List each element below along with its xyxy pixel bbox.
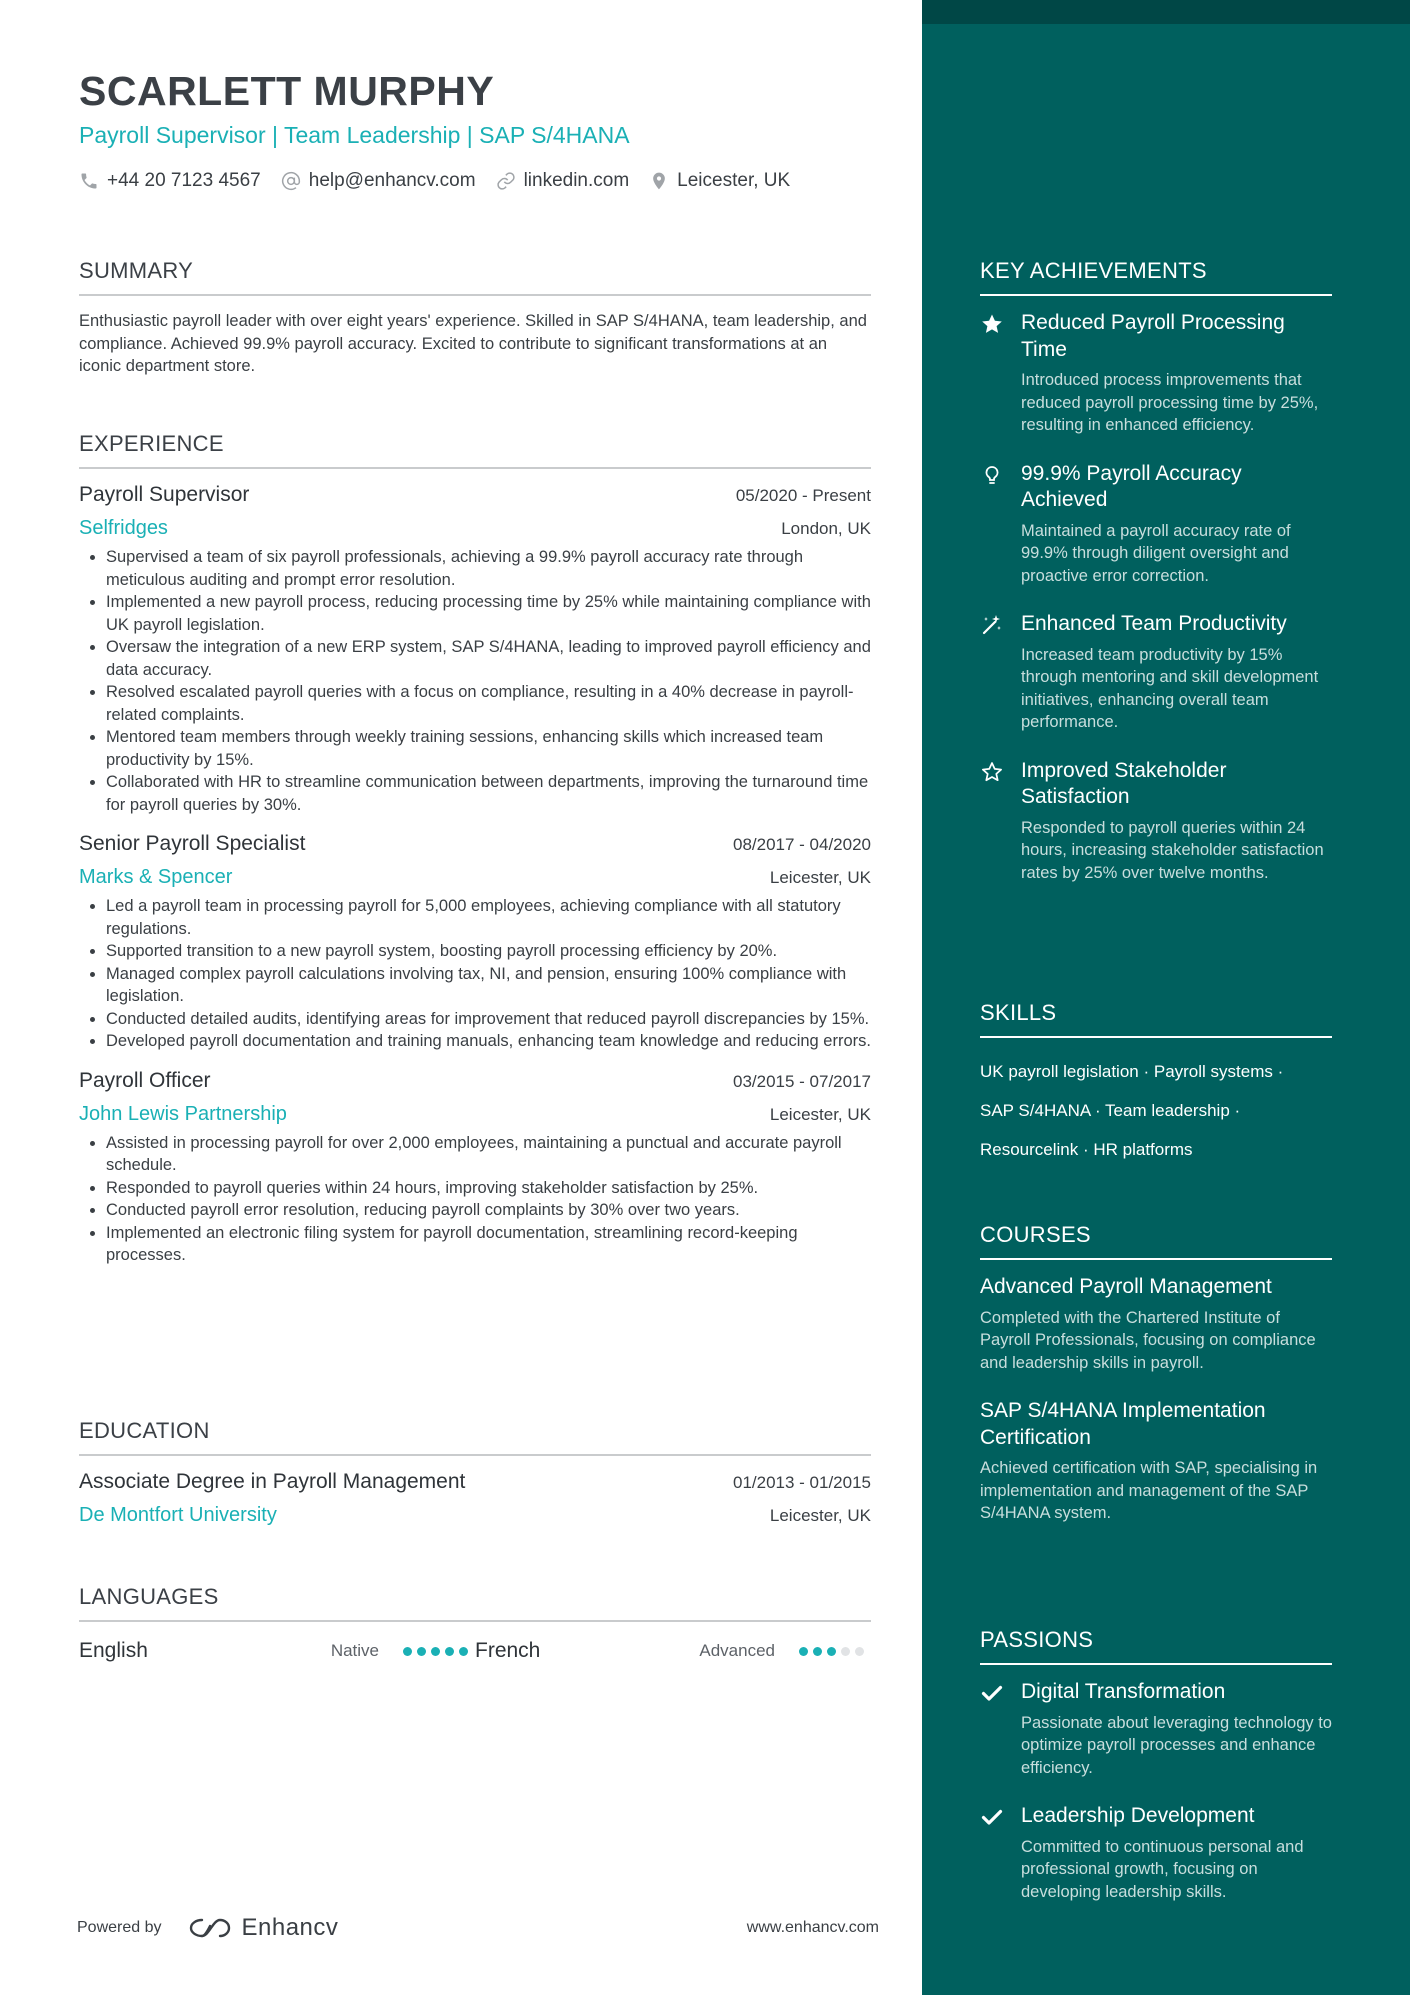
achievement-title: 99.9% Payroll Accuracy Achieved (1021, 461, 1242, 511)
language-level: Native (330, 1641, 379, 1660)
achievement-title: Enhanced Team Productivity (1021, 612, 1287, 635)
website-link[interactable]: www.enhancv.com (746, 1919, 879, 1936)
experience-section (79, 431, 871, 1267)
link-icon (496, 171, 516, 191)
rating-dot-empty (855, 1647, 864, 1656)
rating-dot-filled (431, 1647, 440, 1656)
courses-section (980, 1222, 1332, 1525)
skills-line: UK payroll legislation · Payroll systems · (980, 1062, 1284, 1081)
languages-section (79, 1584, 871, 1666)
summary-heading: SUMMARY (79, 258, 871, 296)
job-bullets (79, 895, 871, 1053)
powered-by-label: Powered by (77, 1919, 162, 1936)
skills-heading: SKILLS (980, 1000, 1332, 1038)
enhancv-logo-icon (188, 1916, 234, 1940)
checkmark-icon (980, 1681, 1004, 1705)
bullet-item: • Supervised a team of six payroll professionals, achieving a 99.9% payroll accuracy rate through meticulous auditing and prompt error resolution. (106, 546, 871, 591)
powered-by[interactable] (77, 1914, 338, 1942)
phone-icon (79, 171, 99, 191)
course-title: SAP S/4HANA Implementation Certification (980, 1399, 1266, 1449)
passions-heading: PASSIONS (980, 1627, 1332, 1665)
checkmark-icon (980, 1805, 1004, 1829)
summary-section (79, 258, 871, 378)
bullet-item: • Led a payroll team in processing payroll for 5,000 employees, achieving compliance with all statutory regulations. (106, 895, 871, 940)
skills-line: Resourcelink · HR platforms (980, 1140, 1193, 1159)
rating-dot-filled (417, 1647, 426, 1656)
education-section (79, 1418, 871, 1527)
achievement-item (980, 758, 1332, 885)
passion-title: Digital Transformation (1021, 1680, 1226, 1703)
job-bullets (79, 1132, 871, 1267)
headline: Payroll Supervisor | Team Leadership | SAP S/4HANA (79, 122, 630, 148)
bullet-item: • Implemented an electronic filing system for payroll documentation, streamlining record-keeping processes. (106, 1222, 871, 1267)
language-name: French (475, 1639, 541, 1662)
passion-item (980, 1803, 1332, 1903)
location-pin-icon (649, 171, 669, 191)
languages-heading: LANGUAGES (79, 1584, 871, 1622)
job-entry (79, 483, 871, 816)
skills-line: SAP S/4HANA · Team leadership · (980, 1101, 1241, 1120)
star-outline-icon (980, 760, 1004, 784)
job-location: Leicester, UK (769, 1104, 871, 1124)
education-heading: EDUCATION (79, 1418, 871, 1456)
bullet-item: • Mentored team members through weekly training sessions, enhancing skills which increased team productivity by 15%. (106, 726, 871, 771)
footer (77, 1914, 879, 1942)
contact-location (649, 170, 790, 192)
school-name: De Montfort University (79, 1504, 277, 1526)
sidebar-top-band (922, 0, 1410, 24)
bullet-item: • Conducted payroll error resolution, reducing payroll complaints by 30% over two years. (106, 1199, 871, 1222)
bullet-item: • Assisted in processing payroll for over 2,000 employees, maintaining a punctual and accurate payroll schedule. (106, 1132, 871, 1177)
job-bullets (79, 546, 871, 816)
languages-row (79, 1636, 871, 1666)
bullet-item: • Resolved escalated payroll queries with a focus on compliance, resulting in a 40% decrease in payroll-related complaints. (106, 681, 871, 726)
language-rating (799, 1647, 869, 1656)
course-desc: Achieved certification with SAP, specialising in implementation and management of the SAP S/4HANA system. (980, 1459, 1318, 1522)
job-title: Payroll Supervisor (79, 483, 250, 506)
rating-dot-filled (403, 1647, 412, 1656)
achievement-item (980, 461, 1332, 588)
bullet-item: • Developed payroll documentation and training manuals, enhancing team knowledge and reducing errors. (106, 1030, 871, 1053)
job-company: John Lewis Partnership (79, 1102, 287, 1125)
rating-dot-filled (799, 1647, 808, 1656)
brand-name: Enhancv (241, 1914, 339, 1941)
achievement-desc: Increased team productivity by 15% through mentoring and skill development initiatives, enhancing overall team performance. (1021, 645, 1319, 731)
achievement-desc: Introduced process improvements that reduced payroll processing time by 25%, resulting in enhanced efficiency. (1021, 371, 1319, 434)
job-entry (79, 832, 871, 1053)
achievements-section (980, 258, 1332, 884)
passion-desc: Committed to continuous personal and professional growth, focusing on developing leadership skills. (1021, 1837, 1304, 1901)
achievement-desc: Maintained a payroll accuracy rate of 99.9% through diligent oversight and proactive error correction. (1021, 521, 1291, 585)
bullet-item: • Conducted detailed audits, identifying areas for improvement that reduced payroll discrepancies by 15%. (106, 1008, 871, 1031)
job-company: Marks & Spencer (79, 866, 233, 888)
education-dates: 01/2013 - 01/2015 (732, 1473, 871, 1492)
contact-email-text: help@enhancv.com (308, 170, 476, 191)
contact-location-text: Leicester, UK (677, 170, 791, 191)
job-dates: 03/2015 - 07/2017 (732, 1071, 871, 1091)
achievement-item (980, 611, 1332, 734)
contact-email[interactable] (281, 170, 476, 192)
language-item (79, 1639, 475, 1663)
at-icon (281, 171, 301, 191)
course-item (980, 1398, 1332, 1525)
job-company: Selfridges (79, 517, 168, 539)
education-entry (79, 1470, 871, 1527)
passion-item (980, 1679, 1332, 1779)
rating-dot-filled (445, 1647, 454, 1656)
achievement-title: Improved Stakeholder Satisfaction (1021, 758, 1227, 808)
language-item (475, 1639, 871, 1663)
degree-title: Associate Degree in Payroll Management (79, 1470, 466, 1493)
courses-heading: COURSES (980, 1222, 1332, 1260)
course-desc: Completed with the Chartered Institute of Payroll Professionals, focusing on compliance and leadership skills in payroll. (980, 1308, 1316, 1372)
language-name: English (79, 1639, 148, 1662)
job-dates: 08/2017 - 04/2020 (732, 835, 871, 854)
magic-wand-icon (980, 613, 1004, 637)
summary-text: Enthusiastic payroll leader with over eight years' experience. Skilled in SAP S/4HANA, team leadership, and compliance. Achieved 99.9% payroll accuracy. Excited to contribute to significant transformations at an iconic department store. (79, 312, 867, 375)
course-title: Advanced Payroll Management (980, 1275, 1272, 1298)
experience-heading: EXPERIENCE (79, 431, 871, 469)
bullet-item: • Oversaw the integration of a new ERP system, SAP S/4HANA, leading to improved payroll efficiency and data accuracy. (106, 636, 871, 681)
job-entry (79, 1069, 871, 1267)
achievements-heading: KEY ACHIEVEMENTS (980, 258, 1332, 296)
achievement-desc: Responded to payroll queries within 24 hours, increasing stakeholder satisfaction rates by 25% over twelve months. (1021, 818, 1324, 882)
achievement-item (980, 310, 1332, 437)
candidate-name: SCARLETT MURPHY (79, 68, 495, 114)
rating-dot-empty (841, 1647, 850, 1656)
bullet-item: • Supported transition to a new payroll system, boosting payroll processing efficiency by 20%. (106, 940, 871, 963)
contact-phone[interactable] (79, 170, 261, 192)
passions-section (980, 1627, 1332, 1903)
language-rating (403, 1647, 473, 1656)
bullet-item: • Managed complex payroll calculations involving tax, NI, and pension, ensuring 100% compliance with legislation. (106, 963, 871, 1008)
job-title: Senior Payroll Specialist (79, 832, 306, 855)
job-location: Leicester, UK (769, 868, 871, 887)
achievement-title: Reduced Payroll Processing Time (1021, 311, 1285, 361)
education-location: Leicester, UK (769, 1506, 871, 1525)
job-dates: 05/2020 - Present (735, 486, 871, 505)
sidebar (922, 0, 1410, 1995)
bullet-item: • Responded to payroll queries within 24 hours, improving stakeholder satisfaction by 25%. (106, 1177, 871, 1200)
rating-dot-filled (459, 1647, 468, 1656)
contact-bar (79, 170, 810, 192)
contact-linkedin-text: linkedin.com (523, 170, 630, 191)
bullet-item: • Collaborated with HR to streamline communication between departments, improving the turnaround time for payroll queries by 30%. (106, 771, 871, 816)
contact-phone-text: +44 20 7123 4567 (107, 170, 261, 191)
passion-title: Leadership Development (1021, 1804, 1255, 1827)
job-title: Payroll Officer (79, 1068, 211, 1092)
lightbulb-icon (980, 463, 1004, 487)
bullet-item: • Implemented a new payroll process, reducing processing time by 25% while maintaining compliance with UK payroll legislation. (106, 591, 871, 636)
rating-dot-filled (827, 1647, 836, 1656)
rating-dot-filled (813, 1647, 822, 1656)
language-level: Advanced (699, 1641, 775, 1660)
star-filled-icon (980, 312, 1004, 336)
skills-list (980, 1052, 1332, 1169)
contact-linkedin[interactable] (496, 170, 630, 192)
passion-desc: Passionate about leveraging technology to optimize payroll processes and enhance efficiency. (1021, 1713, 1332, 1777)
skills-section (980, 1000, 1332, 1169)
job-location: London, UK (781, 519, 871, 538)
course-item (980, 1274, 1332, 1374)
